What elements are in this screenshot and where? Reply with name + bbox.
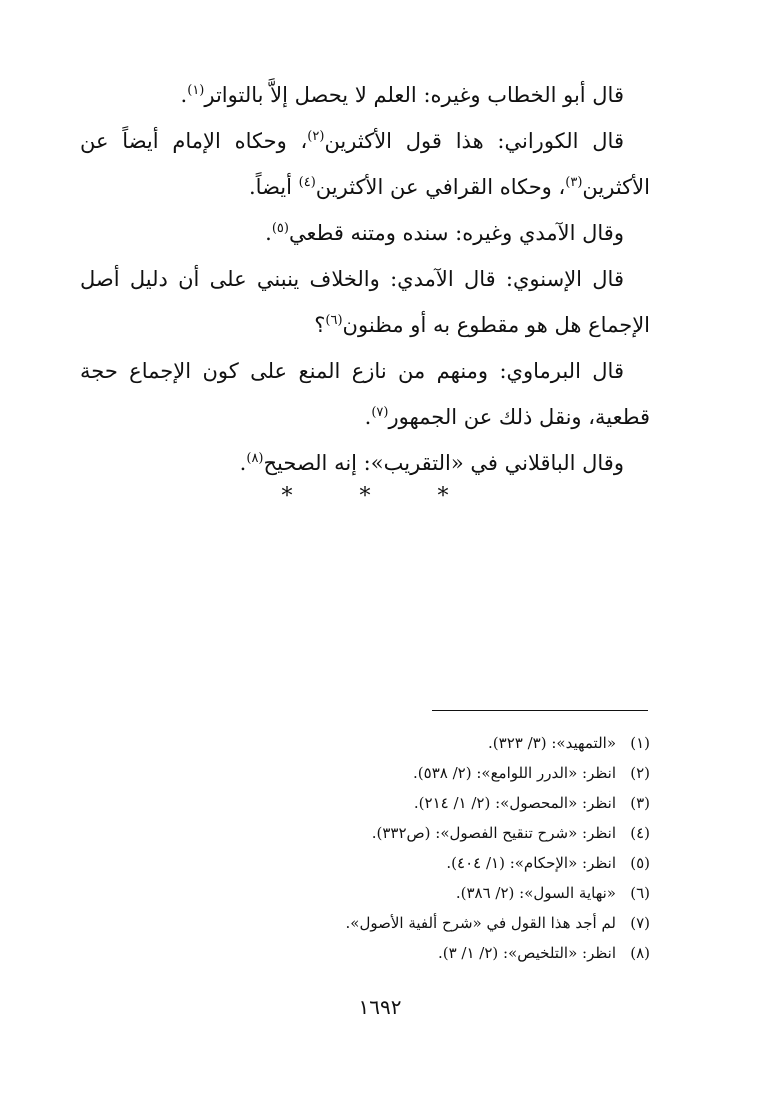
paragraph: قال البرماوي: ومنهم من نازع المنع على كون الإجماع حجة قطعية، ونقل ذلك عن الجمهور$^{(٧)}$. bbox=[80, 359, 650, 429]
footnote-text: «التمهيد»: (٣/ ٣٢٣). bbox=[488, 734, 616, 752]
footnote-text: لم أجد هذا القول في «شرح ألفية الأصول». bbox=[345, 914, 616, 932]
footnote-text: انظر: «الدرر اللوامع»: (٢/ ٥٣٨). bbox=[413, 764, 616, 782]
footnote-ref[interactable]: (١) bbox=[187, 83, 205, 98]
footnote-item bbox=[110, 818, 650, 848]
section-separator: * * * bbox=[281, 484, 479, 509]
footnote-ref[interactable]: (٥) bbox=[271, 221, 289, 236]
paragraph: قال الكوراني: هذا قول الأكثرين$^{(٢)}$، وحكاه الإمام أيضاً عن الأكثرين$^{(٣)}$، وحكاه القرافي عن الأكثرين$^{(٤)}$ أيضاً. bbox=[80, 129, 650, 199]
footnote-item bbox=[110, 728, 650, 758]
footnote-item bbox=[110, 878, 650, 908]
footnote-text: انظر: «المحصول»: (٢/ ١/ ٢١٤). bbox=[413, 794, 616, 812]
footnote-text: انظر: «شرح تنقيح الفصول»: (ص٣٣٢). bbox=[371, 824, 616, 842]
paragraph: قال أبو الخطاب وغيره: العلم لا يحصل إلاَّ بالتواتر$^{(١)}$. bbox=[180, 83, 624, 107]
footnote-ref[interactable]: (٦) bbox=[325, 313, 343, 328]
footnote-number: (١) bbox=[630, 734, 650, 752]
footnote-item bbox=[110, 938, 650, 968]
footnote-item bbox=[110, 848, 650, 878]
footnote-item bbox=[110, 788, 650, 818]
page-number: ١٦٩٢ bbox=[358, 995, 402, 1019]
footnote-number: (٨) bbox=[630, 944, 650, 962]
footnote-text: «نهاية السول»: (٢/ ٣٨٦). bbox=[455, 884, 616, 902]
footnote-ref[interactable]: (٧) bbox=[371, 405, 389, 420]
footnote-item bbox=[110, 758, 650, 788]
paragraph: وقال الآمدي وغيره: سنده ومتنه قطعي$^{(٥)}$. bbox=[265, 221, 624, 245]
footnote-number: (٣) bbox=[630, 794, 650, 812]
footnote-text: انظر: «التلخيص»: (٢/ ١/ ٣). bbox=[437, 944, 616, 962]
footnote-number: (٦) bbox=[630, 884, 650, 902]
footnote-item bbox=[110, 908, 650, 938]
footnotes bbox=[110, 728, 650, 968]
paragraph: قال الإسنوي: قال الآمدي: والخلاف ينبني على أن دليل أصل الإجماع هل هو مقطوع به أو مظنون$^{(٦)}$؟ bbox=[80, 267, 650, 337]
footnote-number: (٢) bbox=[630, 764, 650, 782]
footnote-ref[interactable]: (٤) bbox=[298, 175, 316, 190]
footnote-ref[interactable]: (٢) bbox=[307, 129, 325, 144]
paragraph: وقال الباقلاني في «التقريب»: إنه الصحيح$^{(٨)}$. bbox=[239, 451, 624, 475]
main-text bbox=[80, 72, 650, 486]
footnote-number: (٤) bbox=[630, 824, 650, 842]
footnote-ref[interactable]: (٨) bbox=[246, 451, 264, 466]
footnote-number: (٧) bbox=[630, 914, 650, 932]
footnote-text: انظر: «الإحكام»: (١/ ٤٠٤). bbox=[446, 854, 616, 872]
footnote-number: (٥) bbox=[630, 854, 650, 872]
footnote-divider bbox=[432, 710, 648, 711]
footnote-ref[interactable]: (٣) bbox=[565, 175, 583, 190]
